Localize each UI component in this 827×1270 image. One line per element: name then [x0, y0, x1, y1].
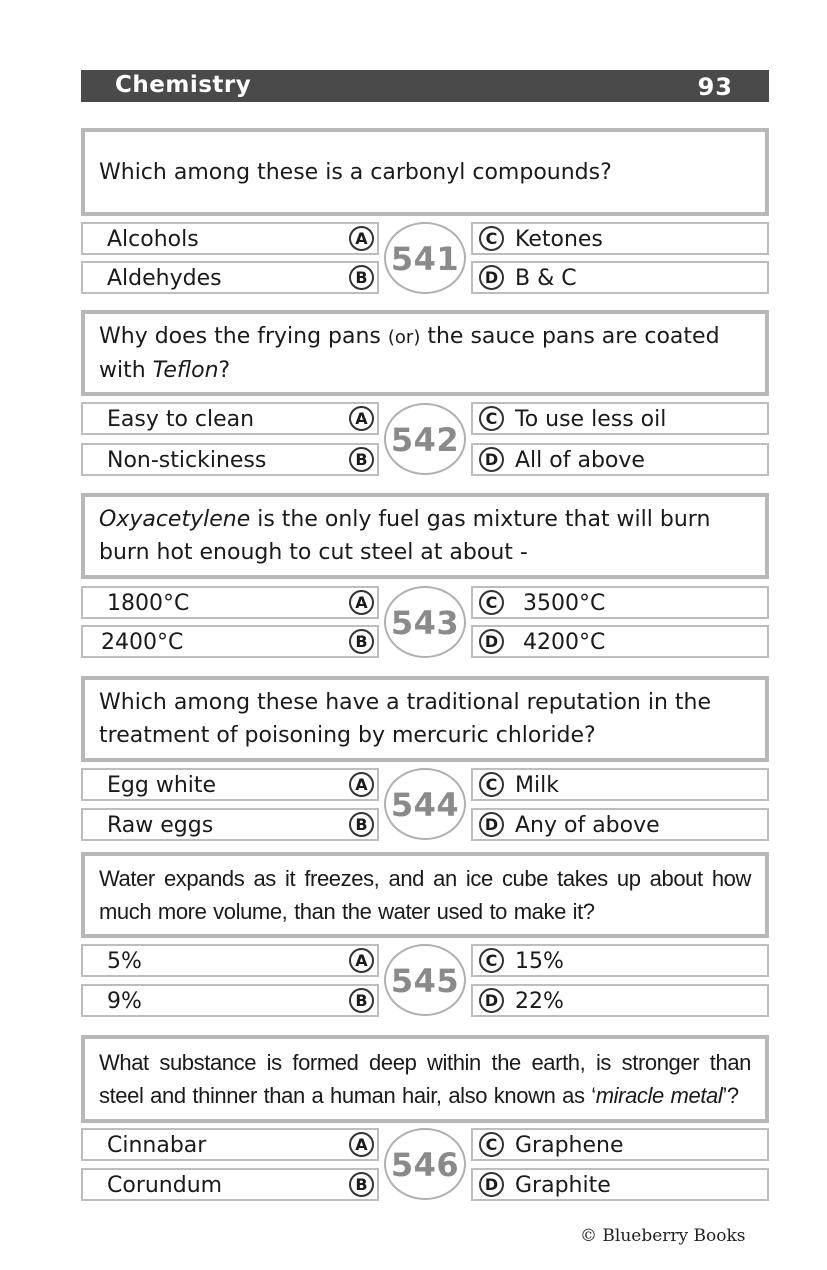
question-number-circle [384, 768, 466, 840]
option-d-text: All of above [515, 448, 645, 473]
letter-a-badge: A [349, 406, 374, 431]
option-d[interactable] [471, 261, 769, 294]
question-number: 545 [390, 962, 460, 1000]
question-text-part: What substance is formed deep within the earth, is stronger than steel and thinner than a human hair, also known as ‘ [99, 1050, 751, 1108]
letter-c-badge: C [479, 226, 504, 251]
question-number: 543 [390, 604, 460, 642]
option-d-text: 22% [515, 989, 564, 1014]
letter-d-badge: D [479, 1172, 504, 1197]
option-d[interactable] [471, 1168, 769, 1201]
question-text: Water expands as it freezes, and an ice cube takes up about how much more volume, than the water used to make it? [99, 866, 751, 924]
page-number: 93 [697, 73, 733, 101]
question-text-part: the sauce pans are coated with [99, 323, 720, 383]
letter-d-badge: D [479, 447, 504, 472]
letter-d-badge: D [479, 265, 504, 290]
question-text [99, 503, 751, 569]
question-number: 542 [390, 421, 460, 459]
option-a[interactable] [81, 1128, 379, 1161]
option-d-text: Graphite [515, 1173, 611, 1198]
question-text-part: Why does the frying pans [99, 323, 388, 349]
question-number-circle [384, 586, 466, 658]
letter-c-badge: C [479, 406, 504, 431]
option-b[interactable] [81, 625, 379, 658]
letter-c-badge: C [479, 590, 504, 615]
question-number-circle [384, 1128, 466, 1200]
question-number-circle [384, 403, 466, 475]
option-d[interactable] [471, 443, 769, 476]
letter-a-badge: A [349, 948, 374, 973]
letter-c-badge: C [479, 1132, 504, 1157]
letter-a-badge: A [349, 590, 374, 615]
option-b-text: Corundum [107, 1173, 223, 1198]
letter-b-badge: B [349, 629, 374, 654]
option-b-text: Aldehydes [107, 266, 222, 291]
question-number: 546 [390, 1146, 460, 1184]
option-a[interactable] [81, 222, 379, 255]
option-d-text: 4200°C [523, 630, 606, 655]
page-header [81, 70, 769, 102]
question-text-part: is the only fuel gas mixture that will burn burn hot enough to cut steel at about - [99, 507, 711, 565]
option-b-text: Raw eggs [107, 813, 214, 838]
option-b-text: Non-stickiness [107, 448, 267, 473]
letter-a-badge: A [349, 772, 374, 797]
option-a[interactable] [81, 944, 379, 977]
letter-b-badge: B [349, 1172, 374, 1197]
question-number: 541 [390, 240, 460, 278]
question-text-or: (or) [387, 326, 421, 348]
question-text: Which among these have a traditional reputation in the treatment of poisoning by mercuric chloride? [99, 690, 712, 748]
letter-d-badge: D [479, 629, 504, 654]
option-a-text: Egg white [107, 773, 217, 798]
option-c[interactable] [471, 1128, 769, 1161]
question-text [99, 1046, 751, 1112]
letter-d-badge: D [479, 812, 504, 837]
letter-b-badge: B [349, 447, 374, 472]
option-d-text: B & C [515, 266, 577, 291]
question-number-circle [384, 222, 466, 294]
option-c[interactable] [471, 944, 769, 977]
copyright-footer: © Blueberry Books [580, 1226, 746, 1246]
option-c-text: 15% [515, 949, 564, 974]
option-b-text: 9% [107, 989, 142, 1014]
option-b[interactable] [81, 808, 379, 841]
letter-a-badge: A [349, 1132, 374, 1157]
letter-b-badge: B [349, 265, 374, 290]
question-box [81, 310, 769, 396]
letter-b-badge: B [349, 812, 374, 837]
question-text-part: ’? [722, 1083, 739, 1108]
letter-c-badge: C [479, 948, 504, 973]
option-a[interactable] [81, 402, 379, 435]
option-c-text: Ketones [515, 227, 603, 252]
option-a-text: Easy to clean [107, 407, 255, 432]
option-a-text: Alcohols [107, 227, 199, 252]
option-c-text: Milk [515, 773, 559, 798]
question-box [81, 852, 769, 938]
option-c[interactable] [471, 768, 769, 801]
option-c-text: Graphene [515, 1133, 624, 1158]
option-a[interactable] [81, 586, 379, 619]
option-d[interactable] [471, 625, 769, 658]
option-d-text: Any of above [515, 813, 660, 838]
question-number: 544 [390, 786, 460, 824]
question-text-italic: Teflon [152, 357, 219, 383]
question-box [81, 1035, 769, 1123]
option-b[interactable] [81, 261, 379, 294]
question-text-italic: miracle metal [595, 1083, 723, 1108]
letter-b-badge: B [349, 988, 374, 1013]
option-d[interactable] [471, 808, 769, 841]
option-a-text: Cinnabar [107, 1133, 207, 1158]
letter-c-badge: C [479, 772, 504, 797]
option-b[interactable] [81, 443, 379, 476]
option-b-text: 2400°C [101, 630, 184, 655]
option-a-text: 1800°C [107, 591, 190, 616]
option-c[interactable] [471, 402, 769, 435]
option-b[interactable] [81, 1168, 379, 1201]
question-text-part: ? [218, 357, 231, 383]
option-a[interactable] [81, 768, 379, 801]
question-text [99, 320, 751, 387]
subject-title: Chemistry [115, 72, 252, 98]
question-number-circle [384, 944, 466, 1016]
question-text: Which among these is a carbonyl compounds? [99, 159, 612, 185]
option-c[interactable] [471, 586, 769, 619]
option-c-text: To use less oil [515, 407, 667, 432]
letter-d-badge: D [479, 988, 504, 1013]
question-box [81, 128, 769, 216]
option-d[interactable] [471, 984, 769, 1017]
question-text-italic: Oxyacetylene [99, 507, 251, 532]
question-box [81, 493, 769, 579]
option-c-text: 3500°C [523, 591, 606, 616]
option-b[interactable] [81, 984, 379, 1017]
option-a-text: 5% [107, 949, 142, 974]
letter-a-badge: A [349, 226, 374, 251]
question-box [81, 676, 769, 762]
option-c[interactable] [471, 222, 769, 255]
